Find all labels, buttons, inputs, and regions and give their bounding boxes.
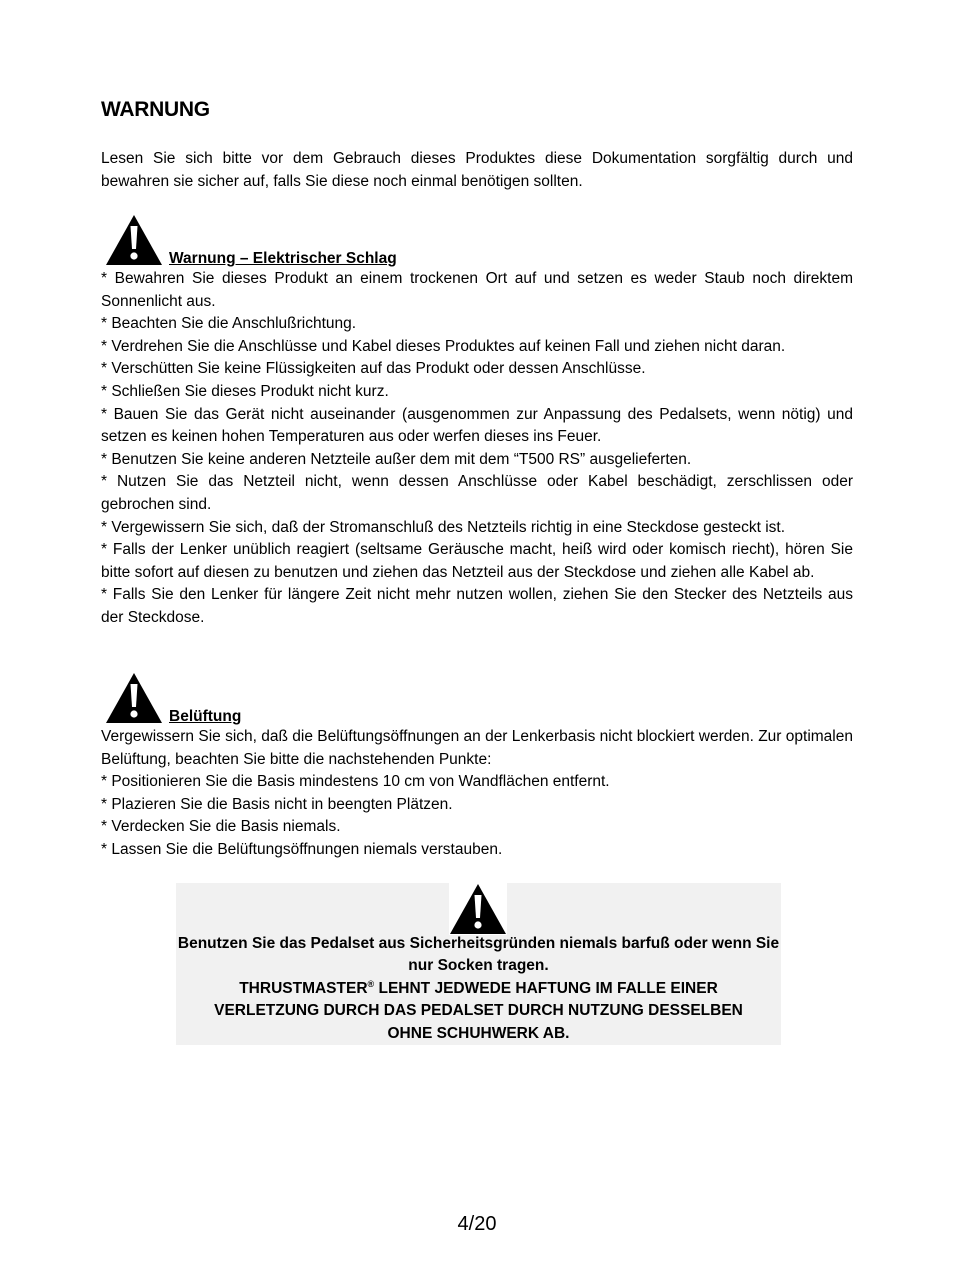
list-item: * Plazieren Sie die Basis nicht in beengten Plätzen. <box>101 795 453 813</box>
vent-heading: Belüftung <box>169 708 242 725</box>
notice-line-3: VERLETZUNG DURCH DAS PEDALSET DURCH NUTZUNG DESSELBEN <box>214 1002 743 1020</box>
list-item: * Lassen Sie die Belüftungsöffnungen niemals verstauben. <box>101 840 503 858</box>
vent-list <box>101 726 853 862</box>
notice-line-1: Benutzen Sie das Pedalset aus Sicherheitsgründen niemals barfuß oder wenn Sie nur Socken tragen. <box>177 935 780 975</box>
barefoot-notice-box <box>176 883 781 1045</box>
notice-line-2 <box>176 978 781 1000</box>
list-item: * Nutzen Sie das Netzteil nicht, wenn dessen Anschlüsse oder Kabel beschädigt, zerschlissen oder gebrochen sind. <box>101 473 853 513</box>
shock-heading: Warnung – Elektrischer Schlag <box>169 250 397 267</box>
shock-list <box>101 268 853 630</box>
notice-line-2-rest: LEHNT JEDWEDE HAFTUNG IM FALLE EINER <box>374 979 718 997</box>
list-item: Vergewissern Sie sich, daß die Belüftungsöffnungen an der Lenkerbasis nicht blockiert werden. Zur optimalen Belüftung, beachten Sie bitte die nachstehenden Punkte: <box>101 728 853 768</box>
notice-line-4: OHNE SCHUHWERK AB. <box>387 1024 570 1042</box>
list-item: * Bewahren Sie dieses Produkt an einem trockenen Ort auf und setzen es weder Staub noch direktem Sonnenlicht aus. <box>101 270 853 310</box>
list-item: * Falls Sie den Lenker für längere Zeit nicht mehr nutzen wollen, ziehen Sie den Stecker des Netzteils aus der Steckdose. <box>101 586 853 626</box>
list-item: * Verdrehen Sie die Anschlüsse und Kabel dieses Produktes auf keinen Fall und ziehen nicht daran. <box>101 337 786 355</box>
page-number: 4/20 <box>457 1213 497 1235</box>
list-item: * Benutzen Sie keine anderen Netzteile außer dem mit dem “T500 RS” ausgelieferten. <box>101 450 692 468</box>
page-title: WARNUNG <box>101 98 210 121</box>
list-item: * Bauen Sie das Gerät nicht auseinander (ausgenommen zur Anpassung des Pedalsets, wenn nötig) und setzen es keinen hohen Temperaturen aus oder werfen dieses ins Feuer. <box>101 405 853 446</box>
vent-heading-row <box>105 672 705 724</box>
warning-triangle-icon <box>449 883 507 935</box>
warning-triangle-icon <box>105 214 163 266</box>
brand-name: THRUSTMASTER <box>239 979 368 997</box>
shock-heading-row <box>105 214 705 266</box>
list-item: * Verschütten Sie keine Flüssigkeiten auf das Produkt oder dessen Anschlüsse. <box>101 360 646 378</box>
list-item: * Falls der Lenker unüblich reagiert (seltsame Geräusche macht, heiß wird oder komisch riecht), hören Sie bitte sofort auf diesen zu benutzen und ziehen das Netzteil aus der Steckdose und ziehen alle Kabel ab. <box>101 541 853 581</box>
list-item: * Beachten Sie die Anschlußrichtung. <box>101 315 357 333</box>
notice-text <box>176 933 781 1045</box>
list-item: * Vergewissern Sie sich, daß der Stromanschluß des Netzteils richtig in eine Steckdose gesteckt ist. <box>101 518 786 536</box>
list-item: * Schließen Sie dieses Produkt nicht kurz. <box>101 382 389 400</box>
list-item: * Verdecken Sie die Basis niemals. <box>101 818 341 836</box>
intro-text: Lesen Sie sich bitte vor dem Gebrauch dieses Produktes diese Dokumentation sorgfältig durch und bewahren sie sicher auf, falls Sie diese noch einmal benötigen sollten. <box>101 150 853 190</box>
intro-paragraph <box>101 148 853 193</box>
registered-mark: ® <box>367 978 375 989</box>
warning-triangle-icon <box>105 672 163 724</box>
list-item: * Positionieren Sie die Basis mindestens 10 cm von Wandflächen entfernt. <box>101 773 610 791</box>
